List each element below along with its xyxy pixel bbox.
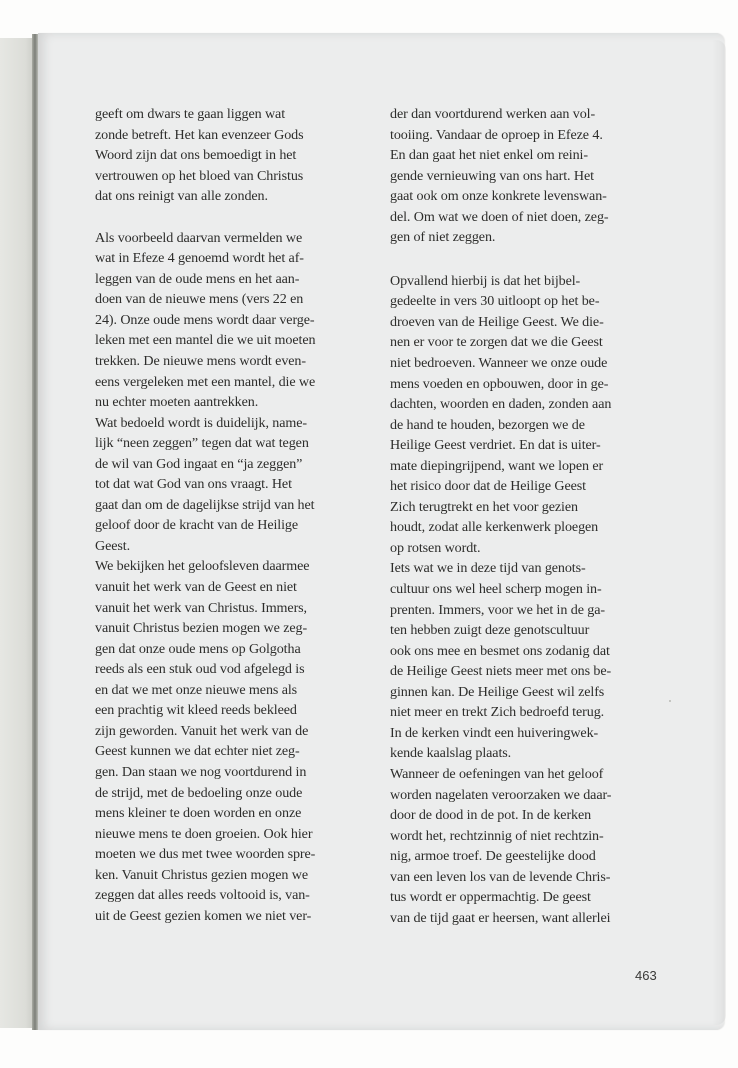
page-number: 463 [635, 968, 657, 983]
paragraph: Iets wat we in deze tijd van genots- cultuur ons wel heel scherp mogen in- prenten. Immers, voor we het in de ga- ten hebben zuigt deze genotscultuur ook ons mee en besmet ons zodanig dat de Heilige Geest niets meer met ons be- ginnen kan. De Heilige Geest wil zelfs niet meer en trekt Zich bedroefd terug. In de kerken vindt een huiveringwek- kende kaalslag plaats. [390, 560, 612, 762]
left-text-column [95, 104, 357, 926]
paragraph: We bekijken het geloofsleven daarmee vanuit het werk van de Geest en niet vanuit het werk van Christus. Immers, vanuit Christus bezien mogen we zeg- gen dat onze oude mens op Golgotha reeds als een stuk oud vod afgelegd is en dat we met onze nieuwe mens als een prachtig wit kleed reeds bekleed zijn geworden. Vanuit het werk van de Geest kunnen we dat echter niet zeg- gen. Dan staan we nog voortdurend in de strijd, met de bedoeling onze oude mens kleiner te doen worden en onze nieuwe mens te doen groeien. Ook hier moeten we dus met twee woorden spre- ken. Vanuit Christus gezien mogen we zeggen dat alles reeds voltooid is, van- uit de Geest gezien komen we niet ver- [95, 558, 316, 924]
paragraph: Als voorbeeld daarvan vermelden we wat in Efeze 4 genoemd wordt het af- leggen van de oude mens en het aan- doen van de nieuwe mens (vers 22 en 24). Onze oude mens wordt daar verge- leken met een mantel die we uit moeten trekken. De nieuwe mens wordt even- eens vergeleken met een mantel, die we nu echter moeten aantrekken. [95, 229, 316, 411]
page-edge-shadow [712, 40, 726, 1025]
right-text-column [390, 104, 652, 928]
paragraph: Wat bedoeld wordt is duidelijk, name- lijk “neen zeggen” tegen dat wat tegen de wil van God ingaat en “ja zeggen” tot dat wat God van ons vraagt. Het gaat dan om de dagelijkse strijd van het geloof door de kracht van de Heilige Geest. [95, 414, 315, 554]
paragraph: Wanneer de oefeningen van het geloof worden nagelaten veroorzaken we daar- door de dood in de pot. In de kerken wordt het, rechtzinnig of niet rechtzin- nig, armoe troef. De geestelijke dood van een leven los van de levende Chris- tus wordt er oppermachtig. De geest van de tijd gaat er heersen, want allerlei [390, 765, 612, 926]
previous-page-edge [0, 38, 36, 1028]
paragraph: Opvallend hierbij is dat het bijbel- gedeelte in vers 30 uitloopt op het be- droeven van de Heilige Geest. We die- nen er voor te zorgen dat we die Geest niet bedroeven. Wanneer we onze oude mens voeden en opbouwen, door in ge- dachten, woorden en daden, zonden aan de hand te houden, bezorgen we de Heilige Geest verdriet. En dat is uiter- mate diepingrijpend, want we lopen er het risico door dat de Heilige Geest Zich terugtrekt en het voor gezien houdt, zodat alle kerkenwerk ploegen op rotsen wordt. [390, 272, 612, 556]
paragraph: geeft om dwars te gaan liggen wat zonde betreft. Het kan evenzeer Gods Woord zijn dat ons bemoedigt in het vertrouwen op het bloed van Christus dat ons reinigt van alle zonden. [95, 106, 304, 205]
paper-speck [669, 700, 671, 702]
paragraph: der dan voortdurend werken aan vol- tooiing. Vandaar de oproep in Efeze 4. En dan gaat het niet enkel om reini- gende vernieuwing van ons hart. Het gaat ook om onze konkrete levenswan- del. Om wat we doen of niet doen, zeg- gen of niet zeggen. [390, 106, 609, 246]
